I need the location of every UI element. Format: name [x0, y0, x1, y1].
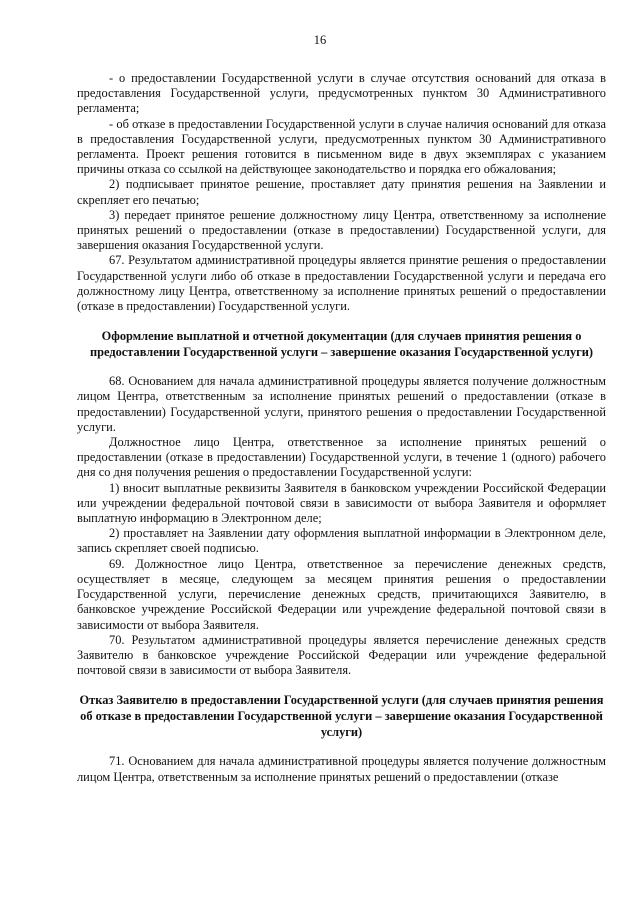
- section-heading-payment-documentation: Оформление выплатной и отчетной документации (для случаев принятия решения о предоставлении Государственной услуги – завершение оказания Государственной услуги): [89, 329, 594, 360]
- paragraph-69: 69. Должностное лицо Центра, ответственное за перечисление денежных средств, осуществляет в месяце, следующем за месяцем принятия решения о предоставлении Государственной услуги, перечисление денежных средств, причитающихся Заявителю, в банковское учреждение Российской Федерации или учреждение федеральной почтовой связи в зависимости от выбора Заявителя.: [77, 556, 606, 632]
- page-number: 16: [313, 33, 327, 47]
- paragraph-refusal-decision: - об отказе в предоставлении Государственной услуги в случае наличия оснований для отказа в предоставления Государственной услуги, предусмотренных пунктом 30 Административного регламента. Проект решения готовится в письменном виде в двух экземплярах с указанием причины отказа со ссылкой на действующее законодательство и порядка его обжалования;: [77, 116, 606, 177]
- document-body: [77, 71, 606, 785]
- paragraph-stamp-date: 2) проставляет на Заявлении дату оформления выплатной информации в Электронном деле, запись скрепляет своей подписью.: [77, 526, 606, 556]
- spacer: [77, 360, 606, 374]
- paragraph-71: 71. Основанием для начала административной процедуры является получение должностным лицом Центра, ответственным за исполнение принятых решений о предоставлении (отказе: [77, 754, 606, 784]
- paragraph-sign-decision: 2) подписывает принятое решение, проставляет дату принятия решения на Заявлении и скрепляет его печатью;: [77, 177, 606, 207]
- paragraph-67: 67. Результатом административной процедуры является принятие решения о предоставлении Государственной услуги либо об отказе в предоставлении Государственной услуги и передача его должностному лицу Центра, ответственному за исполнение принятых решений о предоставлении (отказе в предоставлении) Государственной услуги.: [77, 253, 606, 314]
- paragraph-68: 68. Основанием для начала административной процедуры является получение должностным лицом Центра, ответственным за исполнение принятых решений о предоставлении (отказе в предоставлении) Государственной услуги, принятого решения о предоставлении Государственной услуги.: [77, 374, 606, 434]
- paragraph-official-duties: Должностное лицо Центра, ответственное за исполнение принятых решений о предоставлении (отказе в предоставлении) Государственной услуги, в течение 1 (одного) рабочего дня со дня получения решения о предоставлении Государственной услуги:: [77, 435, 606, 480]
- paragraph-enter-requisites: 1) вносит выплатные реквизиты Заявителя в банковском учреждении Российской Федерации или учреждении федеральной почтовой связи в зависимости от выбора Заявителя и оформляет выплатную информацию в Электронном деле;: [77, 480, 606, 526]
- section-heading-refusal: Отказ Заявителю в предоставлении Государственной услуги (для случаев принятия решения об отказе в предоставлении Государственной услуги – завершение оказания Государственной услуги): [79, 693, 604, 740]
- paragraph-transfer-decision: 3) передает принятое решение должностному лицу Центра, ответственному за исполнение принятых решений о предоставлении (отказе в предоставлении) Государственной услуги, для завершения оказания Государственной услуги.: [77, 207, 606, 253]
- spacer: [77, 678, 606, 692]
- paragraph-70: 70. Результатом административной процедуры является перечисление денежных средств Заявителю в банковское учреждение Российской Федерации или учреждение федеральной почтовой связи в зависимости от выбора Заявителя.: [77, 632, 606, 678]
- spacer: [77, 314, 606, 328]
- spacer: [77, 740, 606, 754]
- paragraph-grant-decision: - о предоставлении Государственной услуги в случае отсутствия оснований для отказа в предоставления Государственной услуги, предусмотренных пунктом 30 Административного регламента;: [77, 71, 606, 116]
